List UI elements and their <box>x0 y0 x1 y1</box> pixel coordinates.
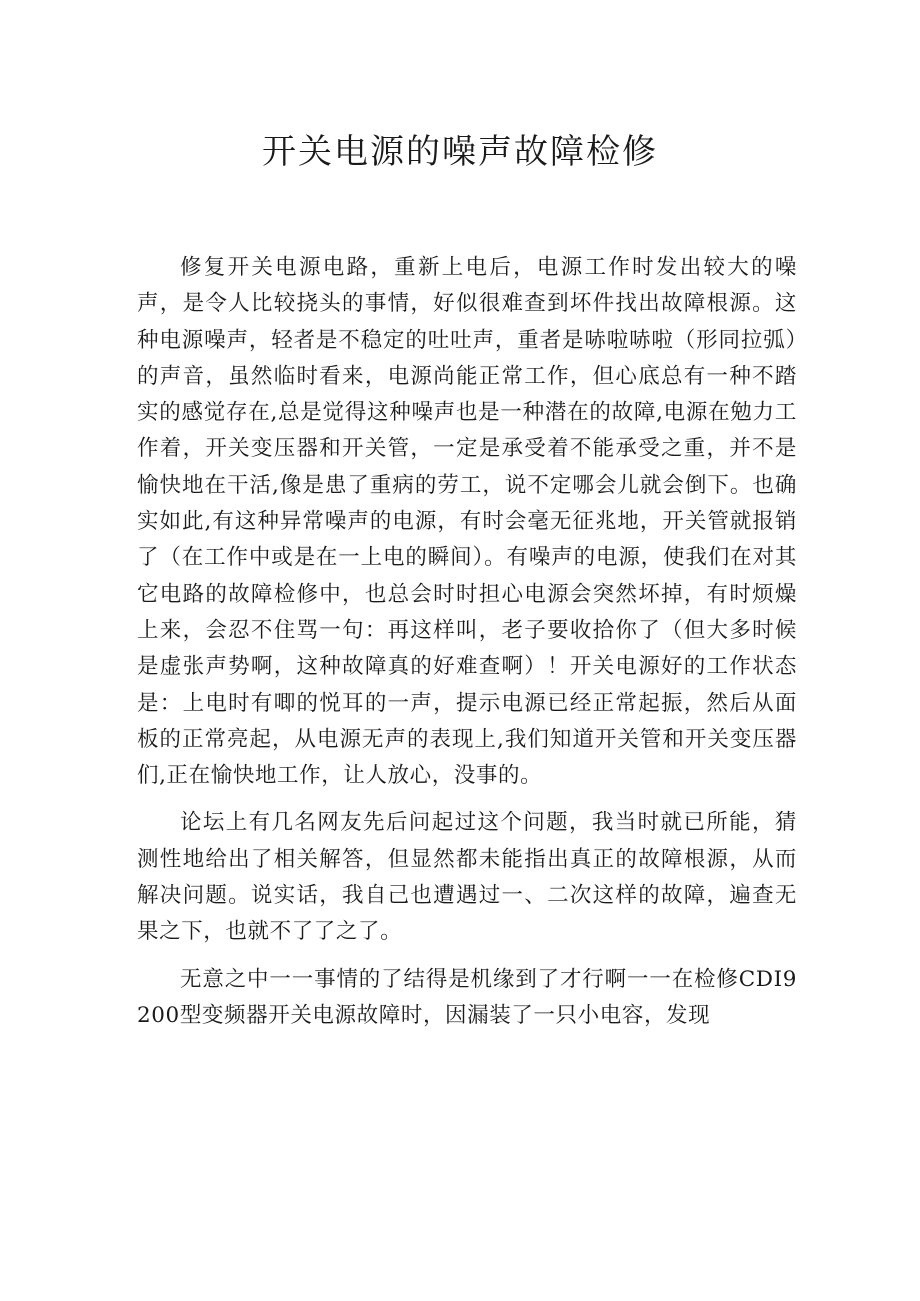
paragraph: 无意之中一一事情的了结得是机缘到了才行啊一一在检修CDI9200型变频器开关电源故障时，因漏装了一只小电容，发现 <box>137 966 797 1028</box>
paragraph: 论坛上有几名网友先后问起过这个问题，我当时就已所能，猜测性地给出了相关解答，但显然都未能指出真正的故障根源，从而解决问题。说实话，我自己也遭遇过一、二次这样的故障，遍查无果之下，也就不了了之了。 <box>137 810 797 945</box>
document-body <box>137 250 797 1045</box>
paragraph: 修复开关电源电路，重新上电后，电源工作时发出较大的噪声，是令人比较挠头的事情，好似很难查到坏件找出故障根源。这种电源噪声，轻者是不稳定的吐吐声，重者是哧啦哧啦（形同拉弧）的声音，虽然临时看来，电源尚能正常工作，但心底总有一种不踏实的感觉存在,总是觉得这种噪声也是一种潜在的故障,电源在勉力工作着，开关变压器和开关管，一定是承受着不能承受之重，并不是愉快地在干活,像是患了重病的劳工，说不定哪会儿就会倒下。也确实如此,有这种异常噪声的电源，有时会毫无征兆地，开关管就报销了（在工作中或是在一上电的瞬间）。有噪声的电源，使我们在对其它电路的故障检修中，也总会时时担心电源会突然坏掉，有时烦燥上来，会忍不住骂一句：再这样叫，老子要收拾你了（但大多时候是虚张声势啊，这种故障真的好难查啊）！开关电源好的工作状态是：上电时有唧的悦耳的一声，提示电源已经正常起振，然后从面板的正常亮起，从电源无声的表现上,我们知道开关管和开关变压器们,正在愉快地工作，让人放心，没事的。 <box>137 255 797 789</box>
document-title: 开关电源的噪声故障检修 <box>262 132 658 172</box>
